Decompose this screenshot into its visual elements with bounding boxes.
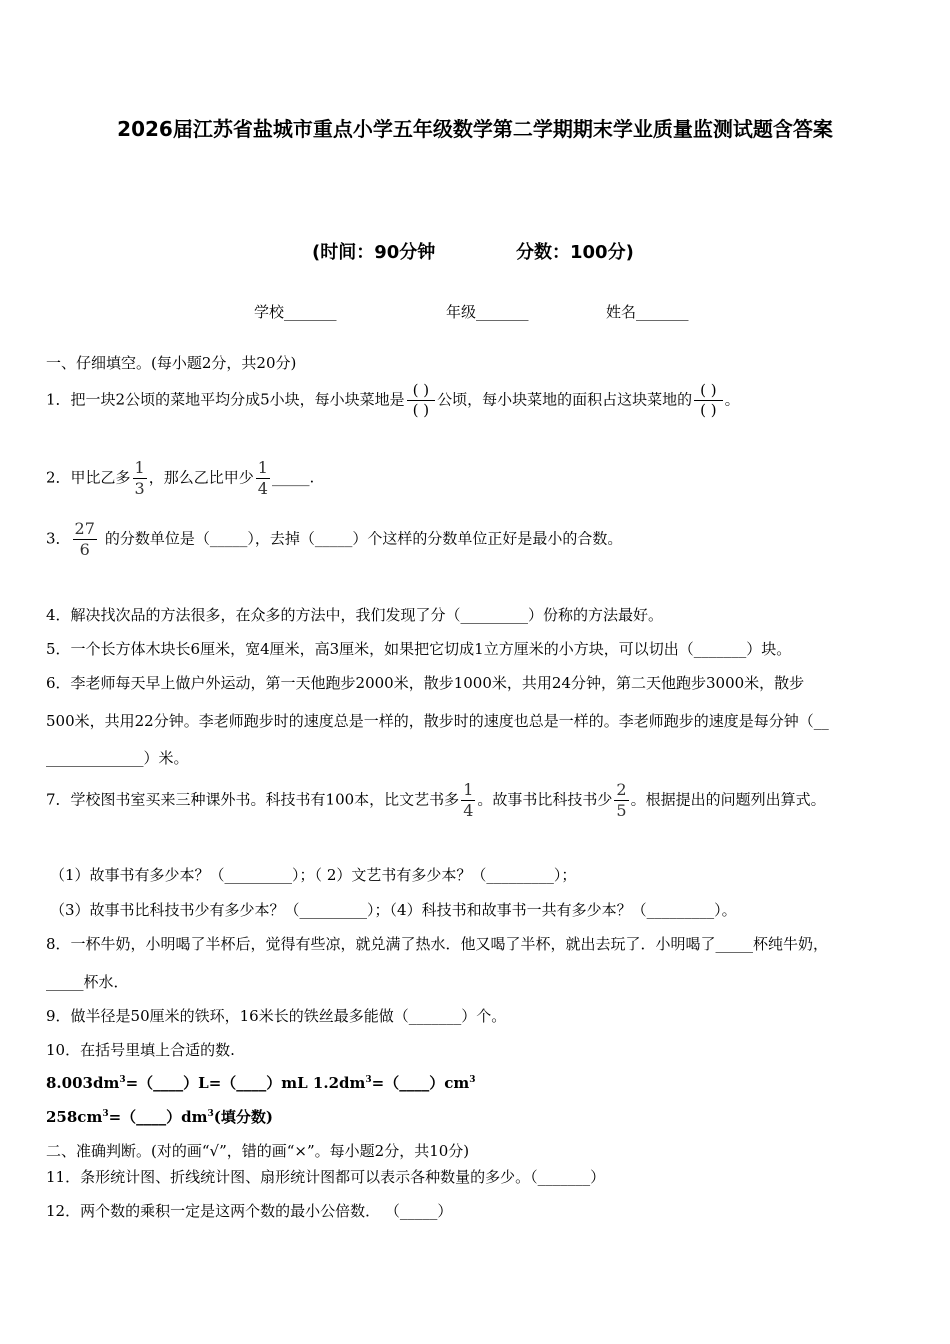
question-4: 4．解决找次品的方法很多，在众多的方法中，我们发现了分（_________）份称的方法最好。 xyxy=(46,606,664,624)
question-10-title: 10．在括号里填上合适的数. xyxy=(46,1041,235,1059)
q7-fraction-1: $\frac{1}{4}$ xyxy=(463,780,474,820)
q7-text-b: 。故事书比科技书少 xyxy=(477,790,613,809)
grade-field: 年级_______ xyxy=(446,303,529,321)
question-8-line-2: _____杯水． xyxy=(46,973,129,991)
question-1 xyxy=(46,381,740,420)
q3-text-a: 3． xyxy=(46,529,71,548)
question-3 xyxy=(46,521,622,558)
q1-text-c: 。 xyxy=(724,390,740,409)
question-10-line-1: $8.003dm^3=(\_\_\_\_)L=(\_\_\_\_)mL$ $1.2dm^3=(\_\_\_\_)cm^3$ xyxy=(46,1074,476,1092)
q2-text-c: _____. xyxy=(271,468,315,487)
q2-fraction-2: $\frac{1}{4}$ xyxy=(257,458,268,498)
q7-text-c: 。根据提出的问题列出算式。 xyxy=(630,790,826,809)
q1-fraction-blank-1: $\frac{( )}{( )}$ xyxy=(407,381,435,420)
q2-text-a: 2．甲比乙多 xyxy=(46,468,131,487)
question-10-line-2: $258cm^3=(\_\_\_\_)dm^3$(填分数) xyxy=(46,1108,273,1126)
q3-fraction: $\frac{27}{6}$ xyxy=(74,519,95,559)
question-7-subquestions-2: （3）故事书比科技书少有多少本？（_________）；（4）科技书和故事书一共有多少本？（_________）。 xyxy=(50,901,737,919)
section-2-heading: 二、准确判断。(对的画“√”，错的画“×”。每小题2分，共10分) xyxy=(46,1142,470,1160)
question-11: 11．条形统计图、折线统计图、扇形统计图都可以表示各种数量的多少。（_______） xyxy=(46,1168,606,1186)
q1-fraction-blank-2: $\frac{( )}{( )}$ xyxy=(694,381,722,420)
question-6-line-3: _____________）米。 xyxy=(46,749,189,767)
exam-time: (时间：90分钟 xyxy=(312,242,436,263)
question-6-line-1: 6．李老师每天早上做户外运动，第一天他跑步2000米，散步1000米，共用24分钟，第二天他跑步3000米，散步 xyxy=(46,674,805,692)
q1-text-b: 公顷，每小块菜地的面积占这块菜地的 xyxy=(437,390,693,409)
q7-fraction-2: $\frac{2}{5}$ xyxy=(616,780,627,820)
page-title: 2026届江苏省盐城市重点小学五年级数学第二学期期末学业质量监测试题含答案 xyxy=(117,117,833,141)
question-9: 9．做半径是50厘米的铁环，16米长的铁丝最多能做（_______）个。 xyxy=(46,1007,507,1025)
q3-text-b: 的分数单位是（_____），去掉（_____）个这样的分数单位正好是最小的合数。 xyxy=(104,529,623,548)
section-1-heading: 一、仔细填空。(每小题2分，共20分) xyxy=(46,354,297,372)
question-8-line-1: 8．一杯牛奶，小明喝了半杯后，觉得有些凉，就兑满了热水．他又喝了半杯，就出去玩了．小明喝了_____杯纯牛奶， xyxy=(46,935,829,953)
question-12: 12．两个数的乘积一定是这两个数的最小公倍数． （_____） xyxy=(46,1202,453,1220)
question-7-subquestions-1: （1）故事书有多少本？（_________）；（ 2）文艺书有多少本？（_________）； xyxy=(50,866,577,884)
question-5: 5．一个长方体木块长6厘米，宽4厘米，高3厘米，如果把它切成1立方厘米的小方块，可以切出（_______）块。 xyxy=(46,640,792,658)
school-field: 学校_______ xyxy=(254,303,337,321)
q2-fraction-1: $\frac{1}{3}$ xyxy=(134,458,145,498)
exam-score: 分数：100分) xyxy=(516,242,634,263)
q7-text-a: 7．学校图书室买来三种课外书。科技书有100本，比文艺书多 xyxy=(46,790,460,809)
question-6-line-2: 500米，共用22分钟。李老师跑步时的速度总是一样的，散步时的速度也总是一样的。李老师跑步的速度是每分钟（__ xyxy=(46,712,829,730)
q2-text-b: ，那么乙比甲少 xyxy=(148,468,254,487)
question-7 xyxy=(46,782,826,819)
question-2 xyxy=(46,460,314,497)
name-field: 姓名_______ xyxy=(606,303,689,321)
q1-text-a: 1．把一块2公顷的菜地平均分成5小块，每小块菜地是 xyxy=(46,390,405,409)
